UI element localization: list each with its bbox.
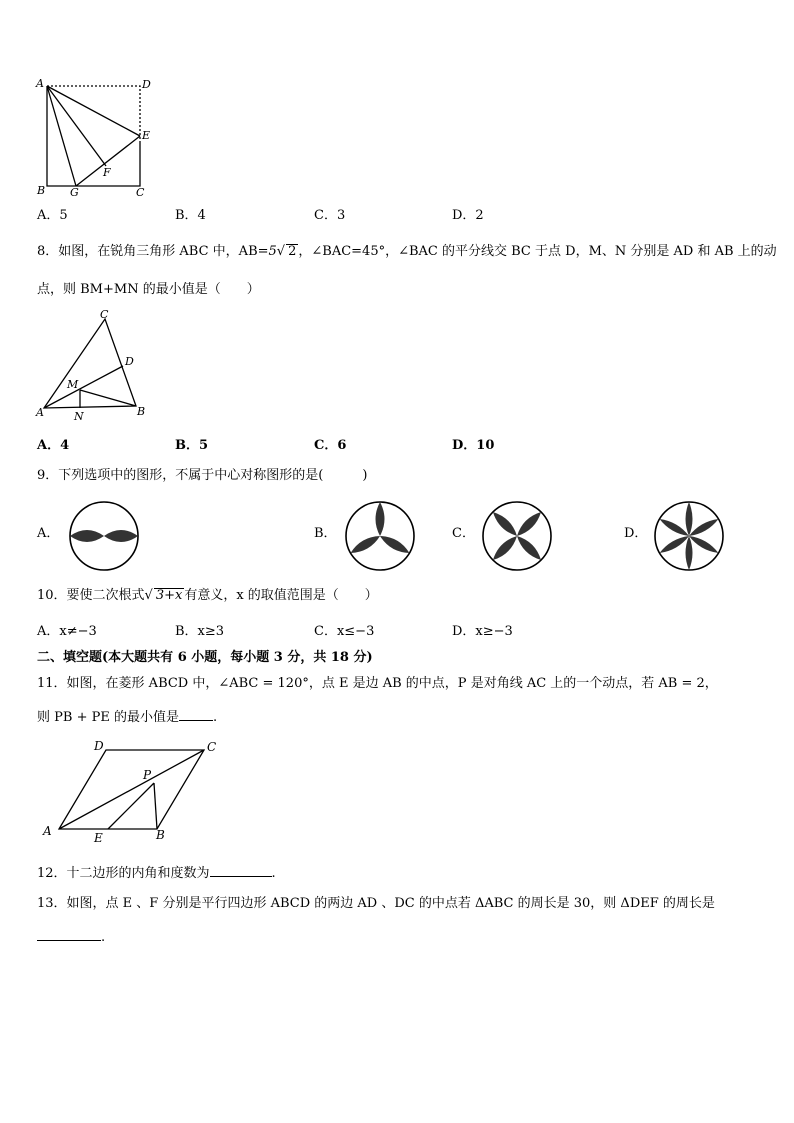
q11-label-c: C bbox=[207, 740, 217, 754]
q11-figure bbox=[38, 736, 224, 848]
q9-option-a-figure bbox=[66, 498, 142, 574]
q12-question: 12．十二边形的内角和度数为 . bbox=[37, 866, 276, 881]
q11-line1: 11．如图，在菱形 ABCD 中，∠ABC = 120°，点 E 是边 AB 的中点，P 是对角线 AC 上的一个动点，若 AB = 2， bbox=[37, 676, 718, 691]
q8-line-bm bbox=[80, 390, 136, 406]
q13-line2: . bbox=[37, 928, 105, 946]
q7-label-f: F bbox=[103, 166, 111, 179]
q11-label-b: B bbox=[156, 828, 165, 842]
sqrt-sign-icon: √ bbox=[144, 588, 153, 603]
q7-option-d: D．2 bbox=[452, 208, 484, 223]
q12-answer-blank bbox=[210, 864, 272, 877]
q7-option-a: A．5 bbox=[37, 208, 68, 223]
q8-text-a: 如图，在锐角三角形 ABC 中，AB= bbox=[58, 244, 269, 259]
q11-line-pb bbox=[154, 783, 157, 829]
q9-option-b-figure bbox=[342, 498, 418, 574]
q7-label-e: E bbox=[142, 129, 151, 142]
q8-label-c: C bbox=[100, 308, 109, 321]
q7-figure bbox=[34, 76, 158, 200]
q8-label-b: B bbox=[137, 405, 146, 418]
q7-label-c: C bbox=[136, 186, 145, 199]
q9-option-a-label: A． bbox=[37, 526, 60, 541]
q10-option-a: A．x≠−3 bbox=[37, 624, 97, 639]
q11-line2: 则 PB + PE 的最小值是 . bbox=[37, 710, 218, 725]
q9-question: 9．下列选项中的图形，不属于中心对称图形的是( ) bbox=[37, 468, 368, 483]
q10-option-b: B．x≥3 bbox=[175, 624, 225, 639]
q10-question bbox=[37, 588, 378, 604]
q10-radicand: 3+x bbox=[155, 588, 183, 603]
q11-diagonal-ac bbox=[59, 750, 204, 829]
q7-line-ae bbox=[47, 86, 140, 136]
q8-option-d: D．10 bbox=[452, 438, 495, 453]
q8-option-a: A．4 bbox=[37, 438, 70, 453]
q9-option-d-figure bbox=[651, 498, 727, 574]
sqrt-sign-icon: √ bbox=[276, 244, 286, 259]
q7-option-c: C．3 bbox=[314, 208, 346, 223]
q11-label-a: A bbox=[43, 824, 52, 838]
q7-label-g: G bbox=[70, 186, 79, 199]
q13-line1: 13．如图，点 E 、F 分别是平行四边形 ABCD 的两边 AD 、DC 的中点若 ΔABC 的周长是 30，则 ΔDEF 的周长是 bbox=[37, 896, 715, 911]
q8-line-ad bbox=[44, 366, 123, 408]
q8-label-d: D bbox=[125, 355, 134, 368]
q10-text-b: 有意义，x 的取值范围是（ ） bbox=[184, 588, 378, 603]
section-heading: 二、填空题(本大题共有 6 小题，每小题 3 分，共 18 分) bbox=[37, 650, 373, 665]
q11-label-d: D bbox=[94, 739, 104, 753]
q10-option-d: D．x≥−3 bbox=[452, 624, 513, 639]
q9-option-c-label: C． bbox=[452, 526, 475, 541]
q7-line-ag bbox=[47, 86, 76, 186]
q7-label-d: D bbox=[142, 78, 151, 91]
q7-label-b: B bbox=[37, 184, 46, 197]
q8-ab-value: 5√ 2 bbox=[268, 244, 297, 259]
q7-line-af bbox=[47, 86, 106, 166]
q8-label-m: M bbox=[67, 378, 79, 391]
q8-figure bbox=[34, 306, 152, 424]
q8-option-b: B．5 bbox=[175, 438, 209, 453]
q9-option-d-label: D． bbox=[624, 526, 648, 541]
q13-answer-blank bbox=[37, 928, 101, 941]
q8-line1 bbox=[37, 244, 777, 260]
q8-label-n: N bbox=[74, 410, 84, 423]
q7-label-a: A bbox=[36, 77, 44, 90]
q8-option-c: C．6 bbox=[314, 438, 347, 453]
q10-text-a: 10．要使二次根式 bbox=[37, 588, 145, 603]
q9-option-b-label: B． bbox=[314, 526, 337, 541]
q7-option-b: B．4 bbox=[175, 208, 206, 223]
q8-triangle-abc bbox=[44, 319, 136, 408]
q8-number: 8． bbox=[37, 244, 59, 259]
q11-answer-blank bbox=[179, 708, 213, 721]
q11-label-p: P bbox=[143, 768, 152, 782]
q9-option-c-figure bbox=[479, 498, 555, 574]
q8-line2: 点，则 BM+MN 的最小值是（ ） bbox=[37, 282, 260, 297]
q8-label-a: A bbox=[36, 406, 44, 419]
q8-text-b: ，∠BAC=45°，∠BAC 的平分线交 BC 于点 D，M、N 分别是 AD 和 AB 上的动 bbox=[298, 244, 777, 259]
q10-option-c: C．x≤−3 bbox=[314, 624, 375, 639]
q11-label-e: E bbox=[94, 831, 103, 845]
